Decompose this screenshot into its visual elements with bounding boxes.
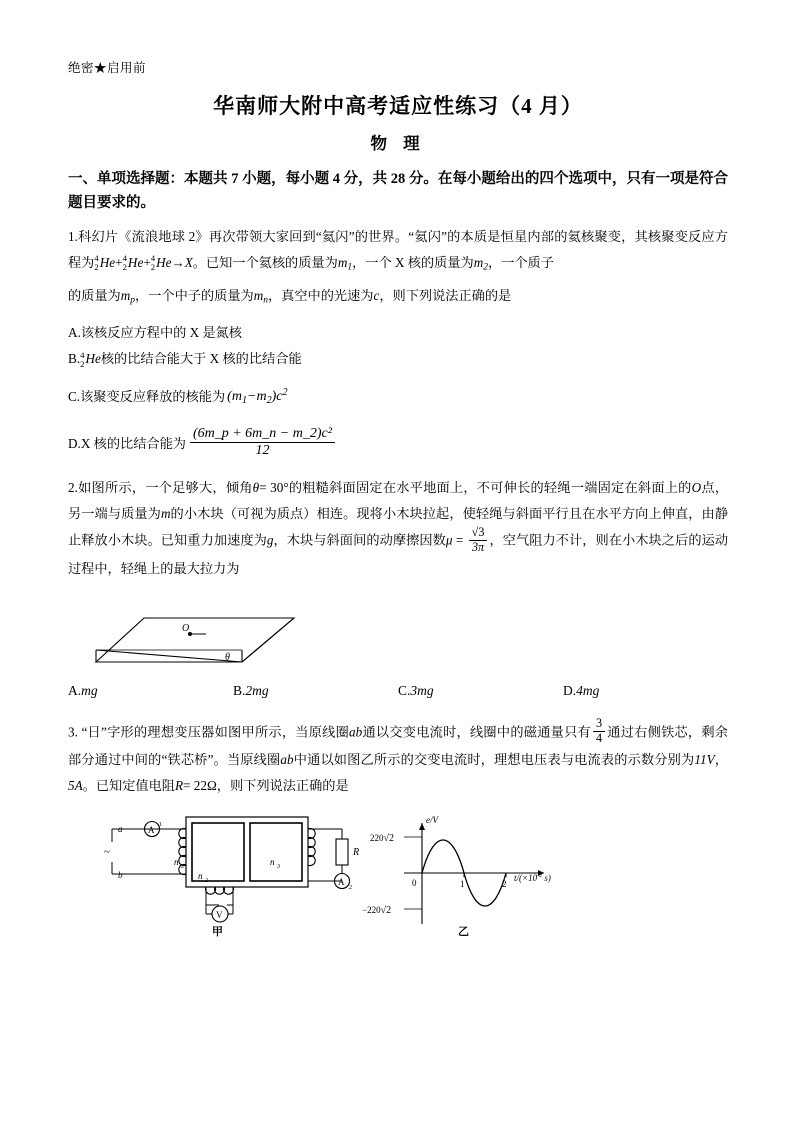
q1-option-d <box>68 427 728 461</box>
q1-plus: + <box>115 254 123 270</box>
subject-title: 物 理 <box>370 134 426 153</box>
he-symbol-3: He <box>156 254 172 270</box>
svg-text:2: 2 <box>205 877 208 884</box>
svg-text:0: 0 <box>412 877 417 888</box>
mu-fraction <box>469 526 488 555</box>
svg-text:2: 2 <box>349 884 352 891</box>
q2-options <box>68 683 728 699</box>
he4-nuclide-optb: 4 2 <box>80 349 85 369</box>
section-heading: 一、单项选择题：本题共 7 小题，每小题 4 分，共 28 分。在每小题给出的四个选项中，只有一项是符合题目要求的。 <box>68 171 728 211</box>
q2-text-c: 点，另一端与质量为 <box>68 480 729 522</box>
svg-text:e/V: e/V <box>426 814 438 825</box>
page-content <box>68 58 728 944</box>
q1-optb-pre: B. <box>68 351 81 367</box>
q3-ab-2: ab <box>280 752 294 768</box>
q3-ab-1: ab <box>349 724 363 740</box>
q3-frac-num: 3 <box>593 717 605 732</box>
svg-text:1: 1 <box>159 821 162 828</box>
secret-label: 绝密★启用前 <box>68 61 147 75</box>
svg-text:n: n <box>270 856 275 867</box>
svg-text:1: 1 <box>460 878 465 889</box>
he4-nuclide-3: 4 2 <box>150 253 156 273</box>
svg-text:n: n <box>174 856 179 867</box>
svg-text:2: 2 <box>181 863 184 870</box>
q3-Req: = 22Ω <box>183 778 217 794</box>
mu-symbol: μ <box>445 532 453 548</box>
q3-text-e: 。已知定值电阻 <box>82 778 175 794</box>
q3-text-d: 中通以如图乙所示的交变电流时，理想电压表与电流表的示数分别为 <box>293 752 695 768</box>
q1-stem-c: ，一个 X 核的质量为 <box>352 254 474 270</box>
q3-comma: ， <box>714 752 728 768</box>
m1-sub: 1 <box>347 262 353 273</box>
q2-text-e: ，木块与斜面间的动摩擦因数 <box>273 532 446 548</box>
svg-text:V: V <box>216 909 223 920</box>
gravity-g: g <box>266 532 274 548</box>
he-symbol-1: He <box>99 254 116 270</box>
q1-option-a: A.该核反应方程中的 X 是氮核 <box>68 324 242 340</box>
question-3 <box>68 716 728 799</box>
m2-sub: 2 <box>483 262 488 273</box>
m2-symbol: m <box>473 254 484 270</box>
q2-text-d: 的小木块（可视为质点）相连。现将小木块拉起，使轻绳与斜面平行且在水平方向上伸直，由静止释放小木块。已知重力加速度为 <box>68 506 729 548</box>
transformer-figure <box>74 809 728 944</box>
q1-optd-numerator: (6m_p + 6m_n − m_2)c² <box>190 426 335 443</box>
svg-text:A: A <box>338 876 345 887</box>
page-title: 华南师大附中高考适应性练习（4 月） <box>213 94 583 118</box>
q1-optd-denominator: 12 <box>255 443 270 459</box>
q1-optd-pre: D.X 核的比结合能为 <box>68 436 186 452</box>
q3-fraction <box>593 717 605 746</box>
svg-text:乙: 乙 <box>458 925 469 938</box>
mass-m: m <box>160 506 171 522</box>
q1-optc-expr: $(m_1-m_2)c^2$ <box>227 386 288 406</box>
question-1 <box>68 224 728 277</box>
q2-option-c: C.3mg <box>398 682 434 698</box>
he4-nuclide-2: 4 2 <box>122 253 127 273</box>
q3-text-f: ，则下列说法正确的是 <box>216 778 349 794</box>
q1-stem-e: 的质量为 <box>68 287 121 303</box>
q1-plus-2: + <box>143 254 151 270</box>
q1-stem-d: ，一个质子 <box>488 254 554 270</box>
svg-text:R: R <box>353 846 360 858</box>
svg-text:~: ~ <box>104 845 110 858</box>
q2-text-f-part1: ，空气阻力不计，则在小木块之后的运动过程中，轻绳上的最大拉力为 <box>68 532 729 576</box>
svg-text:n: n <box>198 870 203 881</box>
q3-current: 5A <box>68 778 83 794</box>
q2-option-d: D.4mg <box>563 682 600 698</box>
svg-text:O: O <box>182 622 190 634</box>
svg-text:b: b <box>118 869 123 880</box>
q1-optc-pre: C.该聚变反应释放的核能为 <box>68 388 226 404</box>
svg-text:2: 2 <box>502 878 507 889</box>
q1-stem-f: ，一个中子的质量为 <box>135 287 254 303</box>
m1-symbol: m <box>337 254 348 270</box>
q1-option-c <box>68 379 728 415</box>
question-2: 2.如图所示，一个足够大，倾角θ= 30°的粗糙斜面固定在水平地面上，不可伸长的轻绳一端固定在斜面上的O点，另一端与质量为m的小木块（可视为质点）相连。现将小木块拉起，使轻绳与斜面平行且在水平方向上伸直，由静止释放小木块。已知重力加速度为g，木块与斜面间的动摩擦因数μ = $\frac{√3}{3\pi}$ ，空气阻力不计，则在小木块之后的运动过程中，轻绳上的最大拉力为 <box>68 480 729 576</box>
question-1-cont <box>68 283 728 310</box>
q3-R: R <box>174 778 184 794</box>
q3-text-c: 通过右侧铁芯，剩余部分通过中间的“铁芯桥”。当原线圈 <box>68 724 728 768</box>
mn-sub: n <box>263 295 268 306</box>
svg-text:θ: θ <box>225 651 230 663</box>
c-symbol: c <box>373 287 380 303</box>
q1-stem-g: ，真空中的光速为 <box>268 287 374 303</box>
q2-eq30: = 30° <box>259 480 289 496</box>
q3-frac-den: 4 <box>595 731 603 746</box>
mp-sub: p <box>130 295 136 306</box>
he4-nuclide: 4 2 <box>94 253 99 273</box>
q1-option-b <box>68 346 728 372</box>
he-symbol-2: He <box>127 254 144 270</box>
svg-text:a: a <box>118 823 123 834</box>
q1-stem-b: 。已知一个氦核的质量为 <box>192 254 338 270</box>
q2-text-a: 2.如图所示，一个足够大，倾角 <box>68 480 253 496</box>
q3-text-b: 通以交变电流时，线圈中的磁通量只有 <box>362 724 591 740</box>
point-O: O <box>691 480 702 496</box>
svg-text:t/(×10-2 s): $t/(\times 10^{-2}$ s) <box>514 872 551 883</box>
q1-stem-h: ，则下列说法正确的是 <box>379 287 512 303</box>
q1-optb-post: 核的比结合能大于 X 核的比结合能 <box>100 351 302 367</box>
mn-symbol: m <box>253 287 264 303</box>
mu-num: √3 <box>469 526 488 541</box>
q1-stem-a: 1.科幻片《流浪地球 2》再次带领大家回到“氦闪”的世界。“氦闪”的本质是恒星内部的氦核聚变，其核聚变反应方程为 <box>68 228 728 270</box>
q3-text-a: 3. “日”字形的理想变压器如图甲所示，当原线圈 <box>68 724 350 740</box>
q2-text-b: 的粗糙斜面固定在水平地面上，不可伸长的轻绳一端固定在斜面上的 <box>288 480 692 496</box>
x-symbol: X <box>184 254 193 270</box>
q3-voltage: 11V <box>694 752 715 768</box>
q1-optd-fraction <box>190 426 335 459</box>
q2-option-b: B.2mg <box>233 682 269 698</box>
q1-arrow: → <box>171 254 185 270</box>
incline-figure <box>82 592 728 675</box>
svg-text:220√2: 220√2 <box>370 832 394 844</box>
svg-text:−220√2: −220√2 <box>362 904 392 916</box>
he-symbol-optb: He <box>85 351 101 367</box>
mp-symbol: m <box>120 287 131 303</box>
mu-den: 3π <box>471 539 485 554</box>
svg-text:甲: 甲 <box>212 925 223 938</box>
theta-symbol: θ <box>252 480 260 496</box>
q2-option-a: A.mg <box>68 682 98 698</box>
svg-text:3: 3 <box>277 863 280 870</box>
svg-text:A: A <box>148 824 155 835</box>
